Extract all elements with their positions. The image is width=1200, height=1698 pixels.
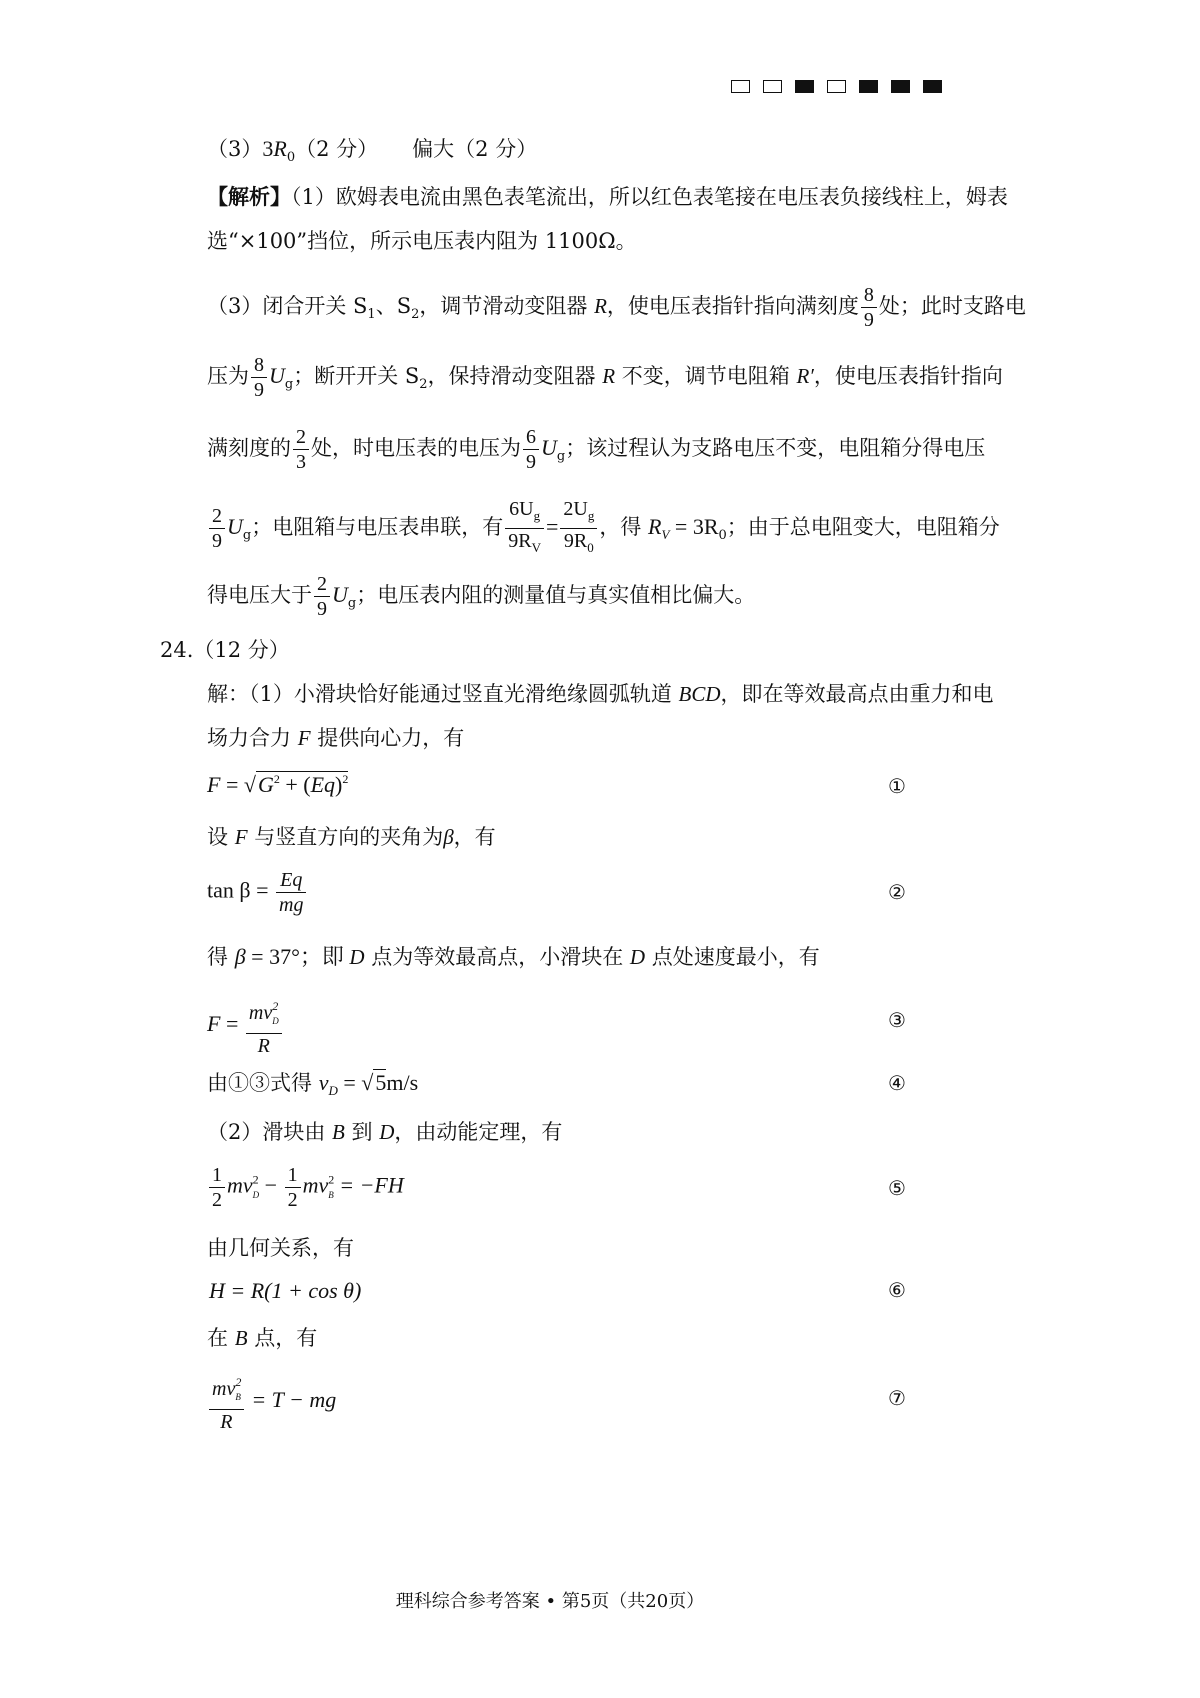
header-mark-5 <box>859 80 878 93</box>
t: R <box>594 294 607 318</box>
t: B <box>235 1392 241 1402</box>
frac-den: R <box>220 1411 233 1433</box>
frac-den: 9 <box>212 530 222 552</box>
t: F <box>207 1011 221 1037</box>
t: 2 <box>342 772 349 786</box>
q24-geometry-text: 由几何关系，有 <box>207 1236 354 1260</box>
sub-g: g <box>284 377 294 392</box>
t: B <box>328 1189 334 1200</box>
analysis-p1-line1: （1）欧姆表电流由黑色表笔流出，所以红色表笔接在电压表负接线柱上，姆表 <box>291 185 1008 209</box>
var-U: U <box>227 514 243 539</box>
t: V <box>661 527 670 542</box>
analysis-tag: 【解析】 <box>207 184 291 209</box>
equation-number-3: ③ <box>888 1008 906 1032</box>
equation-4 <box>207 1068 418 1106</box>
t: − <box>259 1172 283 1198</box>
q24-text-beta <box>207 942 820 972</box>
t: 压为 <box>207 364 249 388</box>
t: F <box>234 825 248 849</box>
sub-g: g <box>242 528 252 543</box>
fraction-half-2 <box>285 1163 301 1212</box>
t: ，调节滑动变阻器 <box>419 294 595 318</box>
t: ，即在等效最高点由重力和电 <box>720 682 994 706</box>
t: 解：（1）小滑块恰好能通过竖直光滑绝缘圆弧轨道 <box>207 682 679 706</box>
t: = 37°；即 <box>245 944 350 969</box>
frac-num: 1 <box>209 1163 225 1188</box>
equation-number-2: ② <box>888 880 906 904</box>
t: B <box>332 1120 345 1144</box>
t: = <box>337 1070 362 1095</box>
t: tan β <box>207 877 251 903</box>
t: 点，有 <box>247 1326 318 1350</box>
q24-text-angle <box>207 822 496 852</box>
t: R <box>648 514 662 539</box>
equation-6: H = R(1 + cos θ) <box>209 1278 362 1303</box>
t: mv <box>302 1172 329 1198</box>
t: β <box>234 944 246 969</box>
var-U: U <box>332 582 348 607</box>
equation-number-4: ④ <box>888 1071 906 1095</box>
equation-number-7: ⑦ <box>888 1386 906 1410</box>
t: D <box>349 945 365 969</box>
analysis-line-2: 选“×100”挡位，所示电压表内阻为 1100Ω。 <box>207 229 637 253</box>
frac-num: 6 <box>523 425 539 450</box>
t: （3）闭合开关 S <box>207 294 368 318</box>
t: mv <box>227 1172 253 1198</box>
equation-7 <box>207 1370 336 1434</box>
t: = <box>250 877 274 903</box>
frac-num: 2 <box>209 504 225 529</box>
t: ，由动能定理，有 <box>394 1120 563 1144</box>
t: 2 <box>328 1172 335 1187</box>
t: 处，时电压表的电压为 <box>311 436 521 460</box>
t: Eq <box>310 772 336 797</box>
t: 得电压大于 <box>207 583 312 607</box>
header-mark-6 <box>891 80 910 93</box>
analysis-line-1 <box>207 182 1008 212</box>
frac-num: 2 <box>293 425 309 450</box>
t: ，得 <box>599 515 649 539</box>
t: 处；此时支路电 <box>878 294 1026 318</box>
equation-number-5: ⑤ <box>888 1176 906 1200</box>
frac-den: 9 <box>526 451 536 473</box>
var-U: U <box>541 435 557 460</box>
fraction-Eq-mg <box>276 868 306 917</box>
frac-den <box>505 529 544 560</box>
t: F <box>207 772 221 797</box>
t: 9R <box>563 530 588 552</box>
t: g <box>533 508 541 523</box>
frac-den: 3 <box>296 451 306 473</box>
t: ，保持滑动变阻器 <box>427 364 603 388</box>
answer-3-sub: 0 <box>286 150 296 165</box>
frac-num: Eq <box>276 868 306 893</box>
sub-g: g <box>347 596 357 611</box>
t: 0 <box>718 528 727 543</box>
analysis-p3-line-1 <box>207 283 1026 332</box>
frac-num <box>560 497 597 529</box>
frac-den: 9 <box>317 598 327 620</box>
frac-num: 2 <box>314 572 330 597</box>
t: D <box>328 1083 338 1098</box>
t: ；电压表内阻的测量值与真实值相比偏大。 <box>356 583 756 607</box>
q24-step1-line1 <box>207 679 994 709</box>
frac-den: mg <box>279 894 304 916</box>
analysis-p3-line-2 <box>207 353 1003 402</box>
t: 9R <box>508 530 532 552</box>
fraction-6U-9RV <box>505 497 544 560</box>
t: 与竖直方向的夹角为 <box>247 825 444 849</box>
equation-3 <box>207 994 284 1058</box>
analysis-p3-line-3 <box>207 425 985 474</box>
t: = <box>220 1011 244 1037</box>
sub-g: g <box>556 449 566 464</box>
sqrt-sign: √ <box>361 1070 374 1095</box>
frac-num: 1 <box>285 1163 301 1188</box>
frac-den <box>560 529 597 560</box>
t: 0 <box>587 540 594 555</box>
answer-3-result: 偏大 <box>412 137 455 161</box>
equation-number-1: ① <box>888 774 906 798</box>
frac-den: 2 <box>212 1189 222 1211</box>
frac-num: 8 <box>251 353 267 378</box>
q24-step2 <box>207 1117 562 1147</box>
frac-den: 9 <box>254 379 264 401</box>
t: 不变，调节电阻箱 <box>615 364 797 388</box>
t: 点为等效最高点，小滑块在 <box>364 945 630 969</box>
answer-3-score1: （2 分） <box>295 137 379 161</box>
fraction-mv2-R <box>246 994 282 1058</box>
analysis-p3-line-4 <box>207 497 1000 560</box>
t: 1 <box>367 307 376 322</box>
t: BCD <box>678 682 721 706</box>
t: 2 <box>273 772 280 786</box>
t: ，有 <box>453 825 496 849</box>
t: R <box>602 364 616 388</box>
fraction-6-9 <box>523 425 539 474</box>
sqrt-body <box>256 771 348 797</box>
q24-step1-line2 <box>207 723 464 753</box>
t: = <box>220 772 244 797</box>
fraction-2-9 <box>209 504 225 553</box>
header-mark-1 <box>731 80 750 93</box>
t: 2 <box>272 999 279 1013</box>
frac-den: R <box>257 1035 270 1057</box>
t: 到 <box>344 1120 380 1144</box>
frac-num: 8 <box>861 283 877 308</box>
t: = T − mg <box>245 1387 337 1413</box>
t: m/s <box>386 1070 419 1095</box>
t: R′ <box>796 364 814 388</box>
t: v <box>318 1070 329 1095</box>
answer-3-label: （3） <box>207 137 263 161</box>
var-U: U <box>269 363 285 388</box>
t: ，使电压表指针指向 <box>813 364 1003 388</box>
t: D <box>629 945 646 969</box>
frac-num <box>209 1370 244 1410</box>
t: 得 <box>207 945 235 969</box>
t: 点处速度最小，有 <box>645 945 820 969</box>
t: D <box>379 1120 395 1144</box>
t: 2 <box>419 377 428 392</box>
fraction-mvB2-R <box>209 1370 244 1434</box>
t: 设 <box>207 825 235 849</box>
t: 满刻度的 <box>207 436 291 460</box>
t: = −FH <box>333 1172 404 1198</box>
t: 、S <box>375 294 412 318</box>
t: B <box>234 1326 248 1350</box>
t: ；电阻箱与电压表串联，有 <box>251 515 504 539</box>
equation-number-6: ⑥ <box>888 1278 906 1302</box>
fraction-half-1 <box>209 1163 225 1212</box>
t: V <box>531 540 541 555</box>
answer-3-score2: （2 分） <box>454 137 538 161</box>
t: D <box>272 1016 279 1026</box>
fraction-2U-9R0 <box>560 497 597 560</box>
t: 提供向心力，有 <box>310 726 465 750</box>
header-mark-2 <box>763 80 782 93</box>
t: 6U <box>509 498 534 520</box>
t: β <box>443 825 454 849</box>
t: ；该过程认为支路电压不变，电阻箱分得电压 <box>565 436 986 460</box>
fraction-8-9-b <box>251 353 267 402</box>
frac-num <box>246 994 282 1034</box>
t: 2 <box>252 1172 259 1187</box>
sqrt-sign: √ <box>243 772 256 797</box>
t: G <box>257 772 274 797</box>
sqrt-body: 5 <box>375 1070 387 1095</box>
t: = <box>545 514 559 539</box>
fraction-2-3 <box>293 425 309 474</box>
header-mark-3 <box>795 80 814 93</box>
t: ；断开开关 S <box>293 364 420 388</box>
header-mark-7 <box>923 80 942 93</box>
frac-den: 2 <box>287 1189 298 1211</box>
analysis-p3-line-5 <box>207 572 755 621</box>
t: 2 <box>411 307 420 322</box>
t: ，使电压表指针指向满刻度 <box>606 294 859 318</box>
equation-5 <box>207 1163 404 1212</box>
t: ；由于总电阻变大，电阻箱分 <box>726 515 1000 539</box>
t: 场力合力 <box>207 726 298 750</box>
equation-2 <box>207 868 308 917</box>
t: + ( <box>279 772 311 797</box>
page-footer: 理科综合参考答案 • 第5页（共20页） <box>395 1591 705 1612</box>
answer-3-var: R <box>273 136 287 161</box>
answer-3-coef: 3 <box>262 136 274 161</box>
t: 2U <box>563 498 588 520</box>
t: 由①③式得 <box>207 1071 319 1095</box>
equation-1 <box>207 772 348 798</box>
frac-num <box>505 497 544 529</box>
t: g <box>587 508 595 523</box>
t: 2 <box>235 1375 242 1389</box>
t: ) <box>335 772 343 797</box>
answer-3-line <box>207 134 537 173</box>
fraction-2-9-b <box>314 572 330 621</box>
t: mv <box>212 1378 236 1400</box>
t: D <box>252 1189 260 1200</box>
t: mv <box>248 1002 273 1024</box>
fraction-8-9 <box>861 283 877 332</box>
q24-label: 24.（12 分） <box>160 638 290 662</box>
t: = 3R <box>669 514 719 539</box>
header-mark-4 <box>827 80 846 93</box>
t: （2）滑块由 <box>207 1120 333 1144</box>
t: F <box>297 726 311 750</box>
q24-point-B-text <box>207 1323 317 1353</box>
t: 在 <box>207 1326 235 1350</box>
frac-den: 9 <box>863 309 874 331</box>
